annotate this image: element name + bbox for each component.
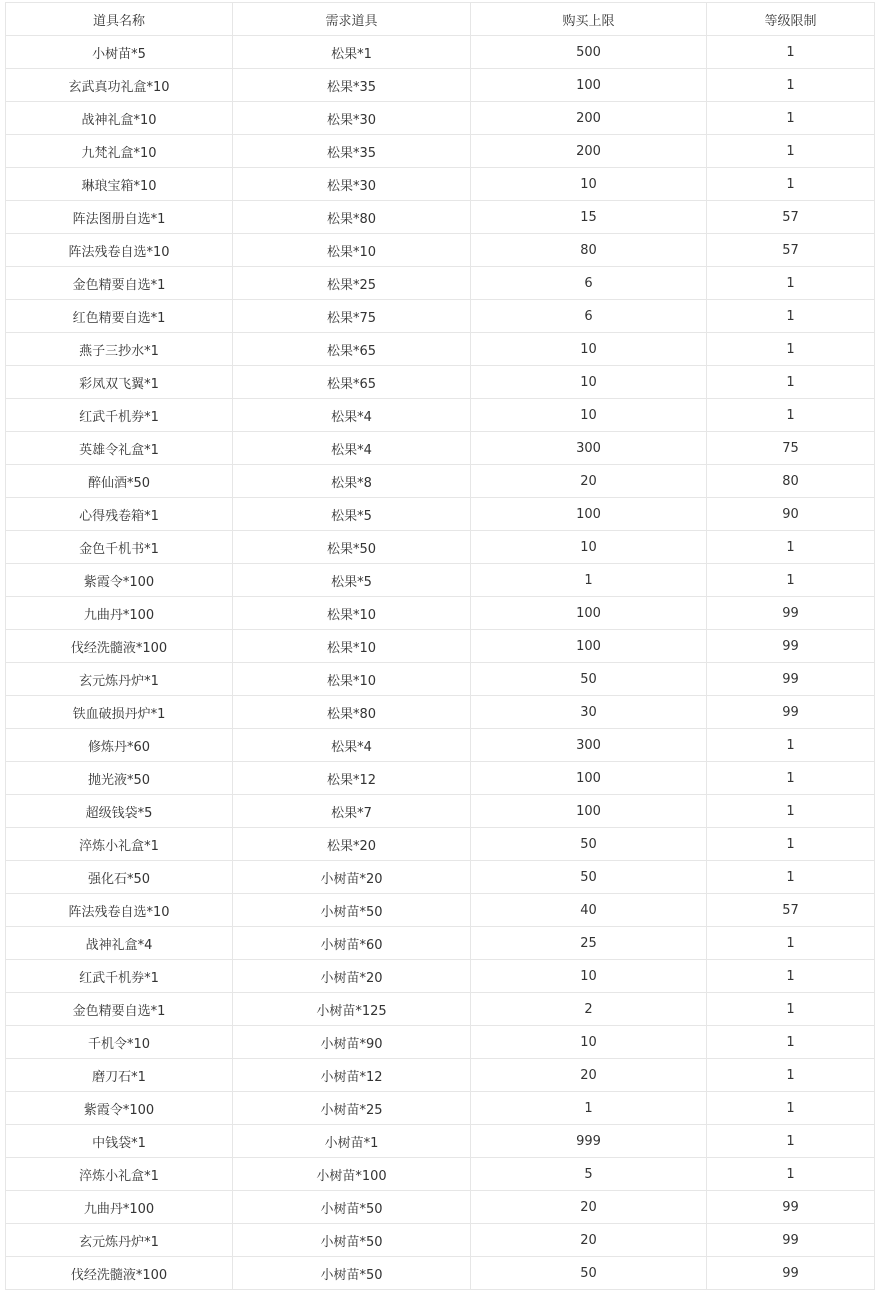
cell-item-name: 九梵礼盒*10 bbox=[6, 135, 233, 168]
cell-level-limit: 80 bbox=[707, 465, 875, 498]
table-row bbox=[6, 564, 875, 597]
table-row bbox=[6, 1224, 875, 1257]
table-row bbox=[6, 630, 875, 663]
cell-level-limit: 1 bbox=[707, 1026, 875, 1059]
cell-item-name: 燕子三抄水*1 bbox=[6, 333, 233, 366]
cell-required-item: 松果*25 bbox=[233, 267, 471, 300]
table-row bbox=[6, 663, 875, 696]
cell-item-name: 超级钱袋*5 bbox=[6, 795, 233, 828]
cell-level-limit: 1 bbox=[707, 1158, 875, 1191]
cell-item-name: 醉仙酒*50 bbox=[6, 465, 233, 498]
cell-purchase-limit: 10 bbox=[471, 531, 707, 564]
cell-purchase-limit: 10 bbox=[471, 1026, 707, 1059]
cell-level-limit: 1 bbox=[707, 531, 875, 564]
table-row bbox=[6, 696, 875, 729]
cell-item-name: 抛光液*50 bbox=[6, 762, 233, 795]
cell-purchase-limit: 100 bbox=[471, 69, 707, 102]
cell-purchase-limit: 10 bbox=[471, 399, 707, 432]
cell-item-name: 彩凤双飞翼*1 bbox=[6, 366, 233, 399]
table-row bbox=[6, 1092, 875, 1125]
table-row bbox=[6, 432, 875, 465]
cell-item-name: 千机令*10 bbox=[6, 1026, 233, 1059]
table-row bbox=[6, 894, 875, 927]
table-body bbox=[6, 36, 875, 1290]
cell-item-name: 心得残卷箱*1 bbox=[6, 498, 233, 531]
cell-purchase-limit: 30 bbox=[471, 696, 707, 729]
cell-required-item: 小树苗*60 bbox=[233, 927, 471, 960]
cell-level-limit: 1 bbox=[707, 993, 875, 1026]
cell-level-limit: 1 bbox=[707, 1092, 875, 1125]
cell-required-item: 松果*5 bbox=[233, 498, 471, 531]
cell-item-name: 阵法残卷自选*10 bbox=[6, 234, 233, 267]
cell-item-name: 紫霞令*100 bbox=[6, 564, 233, 597]
cell-item-name: 淬炼小礼盒*1 bbox=[6, 828, 233, 861]
cell-purchase-limit: 6 bbox=[471, 267, 707, 300]
cell-purchase-limit: 20 bbox=[471, 1059, 707, 1092]
cell-level-limit: 1 bbox=[707, 1125, 875, 1158]
cell-item-name: 琳琅宝箱*10 bbox=[6, 168, 233, 201]
cell-purchase-limit: 10 bbox=[471, 168, 707, 201]
cell-level-limit: 99 bbox=[707, 663, 875, 696]
cell-item-name: 战神礼盒*10 bbox=[6, 102, 233, 135]
cell-required-item: 小树苗*1 bbox=[233, 1125, 471, 1158]
cell-item-name: 伐经洗髓液*100 bbox=[6, 1257, 233, 1290]
cell-purchase-limit: 50 bbox=[471, 828, 707, 861]
cell-item-name: 九曲丹*100 bbox=[6, 1191, 233, 1224]
cell-required-item: 小树苗*50 bbox=[233, 1224, 471, 1257]
exchange-table bbox=[5, 2, 875, 1290]
cell-purchase-limit: 50 bbox=[471, 663, 707, 696]
cell-purchase-limit: 80 bbox=[471, 234, 707, 267]
cell-item-name: 战神礼盒*4 bbox=[6, 927, 233, 960]
cell-required-item: 小树苗*90 bbox=[233, 1026, 471, 1059]
table-row bbox=[6, 234, 875, 267]
cell-purchase-limit: 40 bbox=[471, 894, 707, 927]
header-item-name: 道具名称 bbox=[6, 3, 233, 36]
table-row bbox=[6, 102, 875, 135]
cell-required-item: 小树苗*25 bbox=[233, 1092, 471, 1125]
cell-purchase-limit: 1 bbox=[471, 1092, 707, 1125]
cell-purchase-limit: 200 bbox=[471, 102, 707, 135]
cell-level-limit: 99 bbox=[707, 597, 875, 630]
cell-level-limit: 99 bbox=[707, 696, 875, 729]
cell-item-name: 铁血破损丹炉*1 bbox=[6, 696, 233, 729]
cell-level-limit: 1 bbox=[707, 564, 875, 597]
cell-purchase-limit: 1 bbox=[471, 564, 707, 597]
cell-level-limit: 99 bbox=[707, 1224, 875, 1257]
cell-level-limit: 1 bbox=[707, 861, 875, 894]
cell-required-item: 松果*4 bbox=[233, 729, 471, 762]
cell-required-item: 小树苗*100 bbox=[233, 1158, 471, 1191]
cell-purchase-limit: 20 bbox=[471, 1224, 707, 1257]
table-row bbox=[6, 168, 875, 201]
cell-required-item: 松果*75 bbox=[233, 300, 471, 333]
cell-purchase-limit: 20 bbox=[471, 465, 707, 498]
cell-item-name: 九曲丹*100 bbox=[6, 597, 233, 630]
table-row bbox=[6, 762, 875, 795]
cell-level-limit: 1 bbox=[707, 366, 875, 399]
cell-purchase-limit: 50 bbox=[471, 861, 707, 894]
cell-purchase-limit: 200 bbox=[471, 135, 707, 168]
cell-purchase-limit: 100 bbox=[471, 630, 707, 663]
table-row bbox=[6, 201, 875, 234]
cell-purchase-limit: 10 bbox=[471, 366, 707, 399]
cell-required-item: 小树苗*50 bbox=[233, 1191, 471, 1224]
cell-level-limit: 1 bbox=[707, 960, 875, 993]
table-row bbox=[6, 1125, 875, 1158]
table-row bbox=[6, 498, 875, 531]
cell-purchase-limit: 100 bbox=[471, 498, 707, 531]
cell-required-item: 松果*50 bbox=[233, 531, 471, 564]
cell-item-name: 修炼丹*60 bbox=[6, 729, 233, 762]
cell-purchase-limit: 10 bbox=[471, 960, 707, 993]
cell-purchase-limit: 6 bbox=[471, 300, 707, 333]
cell-purchase-limit: 500 bbox=[471, 36, 707, 69]
cell-required-item: 松果*35 bbox=[233, 69, 471, 102]
cell-required-item: 小树苗*50 bbox=[233, 1257, 471, 1290]
cell-required-item: 小树苗*12 bbox=[233, 1059, 471, 1092]
cell-required-item: 松果*10 bbox=[233, 663, 471, 696]
table-row bbox=[6, 927, 875, 960]
table-row bbox=[6, 993, 875, 1026]
cell-item-name: 金色精要自选*1 bbox=[6, 993, 233, 1026]
cell-required-item: 松果*30 bbox=[233, 102, 471, 135]
cell-required-item: 松果*10 bbox=[233, 630, 471, 663]
cell-level-limit: 1 bbox=[707, 168, 875, 201]
cell-level-limit: 1 bbox=[707, 795, 875, 828]
table-row bbox=[6, 366, 875, 399]
cell-required-item: 小树苗*50 bbox=[233, 894, 471, 927]
cell-level-limit: 1 bbox=[707, 102, 875, 135]
cell-purchase-limit: 15 bbox=[471, 201, 707, 234]
table-row bbox=[6, 1158, 875, 1191]
cell-level-limit: 57 bbox=[707, 201, 875, 234]
cell-required-item: 松果*65 bbox=[233, 333, 471, 366]
table-row bbox=[6, 36, 875, 69]
table-row bbox=[6, 399, 875, 432]
cell-item-name: 玄元炼丹炉*1 bbox=[6, 663, 233, 696]
cell-purchase-limit: 999 bbox=[471, 1125, 707, 1158]
cell-level-limit: 1 bbox=[707, 333, 875, 366]
cell-required-item: 小树苗*20 bbox=[233, 861, 471, 894]
cell-required-item: 松果*4 bbox=[233, 432, 471, 465]
cell-required-item: 松果*65 bbox=[233, 366, 471, 399]
cell-level-limit: 1 bbox=[707, 828, 875, 861]
cell-level-limit: 1 bbox=[707, 267, 875, 300]
table-row bbox=[6, 333, 875, 366]
cell-level-limit: 1 bbox=[707, 300, 875, 333]
cell-item-name: 阵法残卷自选*10 bbox=[6, 894, 233, 927]
cell-purchase-limit: 300 bbox=[471, 432, 707, 465]
cell-required-item: 小树苗*20 bbox=[233, 960, 471, 993]
cell-level-limit: 99 bbox=[707, 630, 875, 663]
table-row bbox=[6, 597, 875, 630]
cell-purchase-limit: 5 bbox=[471, 1158, 707, 1191]
table-row bbox=[6, 1191, 875, 1224]
cell-level-limit: 1 bbox=[707, 927, 875, 960]
cell-purchase-limit: 100 bbox=[471, 597, 707, 630]
cell-level-limit: 1 bbox=[707, 729, 875, 762]
header-row bbox=[6, 3, 875, 36]
cell-required-item: 小树苗*125 bbox=[233, 993, 471, 1026]
cell-purchase-limit: 300 bbox=[471, 729, 707, 762]
table-row bbox=[6, 465, 875, 498]
table-row bbox=[6, 960, 875, 993]
cell-required-item: 松果*4 bbox=[233, 399, 471, 432]
cell-purchase-limit: 100 bbox=[471, 762, 707, 795]
cell-item-name: 强化石*50 bbox=[6, 861, 233, 894]
table-row bbox=[6, 729, 875, 762]
cell-required-item: 松果*5 bbox=[233, 564, 471, 597]
cell-level-limit: 1 bbox=[707, 1059, 875, 1092]
cell-level-limit: 1 bbox=[707, 399, 875, 432]
cell-purchase-limit: 20 bbox=[471, 1191, 707, 1224]
table-row bbox=[6, 531, 875, 564]
cell-required-item: 松果*1 bbox=[233, 36, 471, 69]
cell-purchase-limit: 10 bbox=[471, 333, 707, 366]
table-row bbox=[6, 267, 875, 300]
cell-level-limit: 1 bbox=[707, 69, 875, 102]
cell-required-item: 松果*80 bbox=[233, 696, 471, 729]
cell-item-name: 伐经洗髓液*100 bbox=[6, 630, 233, 663]
cell-purchase-limit: 100 bbox=[471, 795, 707, 828]
table-row bbox=[6, 1026, 875, 1059]
cell-level-limit: 1 bbox=[707, 36, 875, 69]
cell-item-name: 金色精要自选*1 bbox=[6, 267, 233, 300]
cell-item-name: 中钱袋*1 bbox=[6, 1125, 233, 1158]
table-row bbox=[6, 135, 875, 168]
table-row bbox=[6, 1059, 875, 1092]
header-purchase-limit: 购买上限 bbox=[471, 3, 707, 36]
cell-purchase-limit: 2 bbox=[471, 993, 707, 1026]
cell-item-name: 红武千机券*1 bbox=[6, 960, 233, 993]
cell-purchase-limit: 25 bbox=[471, 927, 707, 960]
cell-item-name: 红色精要自选*1 bbox=[6, 300, 233, 333]
cell-level-limit: 99 bbox=[707, 1257, 875, 1290]
cell-item-name: 小树苗*5 bbox=[6, 36, 233, 69]
table-row bbox=[6, 300, 875, 333]
header-required-item: 需求道具 bbox=[233, 3, 471, 36]
cell-item-name: 阵法图册自选*1 bbox=[6, 201, 233, 234]
cell-item-name: 紫霞令*100 bbox=[6, 1092, 233, 1125]
cell-required-item: 松果*10 bbox=[233, 597, 471, 630]
cell-item-name: 磨刀石*1 bbox=[6, 1059, 233, 1092]
table-row bbox=[6, 861, 875, 894]
cell-item-name: 玄武真功礼盒*10 bbox=[6, 69, 233, 102]
cell-item-name: 淬炼小礼盒*1 bbox=[6, 1158, 233, 1191]
cell-level-limit: 90 bbox=[707, 498, 875, 531]
cell-level-limit: 1 bbox=[707, 762, 875, 795]
table-row bbox=[6, 1257, 875, 1290]
cell-required-item: 松果*7 bbox=[233, 795, 471, 828]
cell-item-name: 红武千机券*1 bbox=[6, 399, 233, 432]
table-row bbox=[6, 69, 875, 102]
cell-level-limit: 75 bbox=[707, 432, 875, 465]
cell-level-limit: 57 bbox=[707, 894, 875, 927]
cell-required-item: 松果*8 bbox=[233, 465, 471, 498]
cell-level-limit: 57 bbox=[707, 234, 875, 267]
cell-required-item: 松果*35 bbox=[233, 135, 471, 168]
cell-item-name: 玄元炼丹炉*1 bbox=[6, 1224, 233, 1257]
cell-required-item: 松果*10 bbox=[233, 234, 471, 267]
cell-level-limit: 1 bbox=[707, 135, 875, 168]
header-level-limit: 等级限制 bbox=[707, 3, 875, 36]
cell-required-item: 松果*30 bbox=[233, 168, 471, 201]
table-header bbox=[6, 3, 875, 36]
cell-required-item: 松果*20 bbox=[233, 828, 471, 861]
cell-required-item: 松果*12 bbox=[233, 762, 471, 795]
cell-required-item: 松果*80 bbox=[233, 201, 471, 234]
cell-purchase-limit: 50 bbox=[471, 1257, 707, 1290]
table-row bbox=[6, 828, 875, 861]
table-row bbox=[6, 795, 875, 828]
cell-level-limit: 99 bbox=[707, 1191, 875, 1224]
cell-item-name: 金色千机书*1 bbox=[6, 531, 233, 564]
cell-item-name: 英雄令礼盒*1 bbox=[6, 432, 233, 465]
